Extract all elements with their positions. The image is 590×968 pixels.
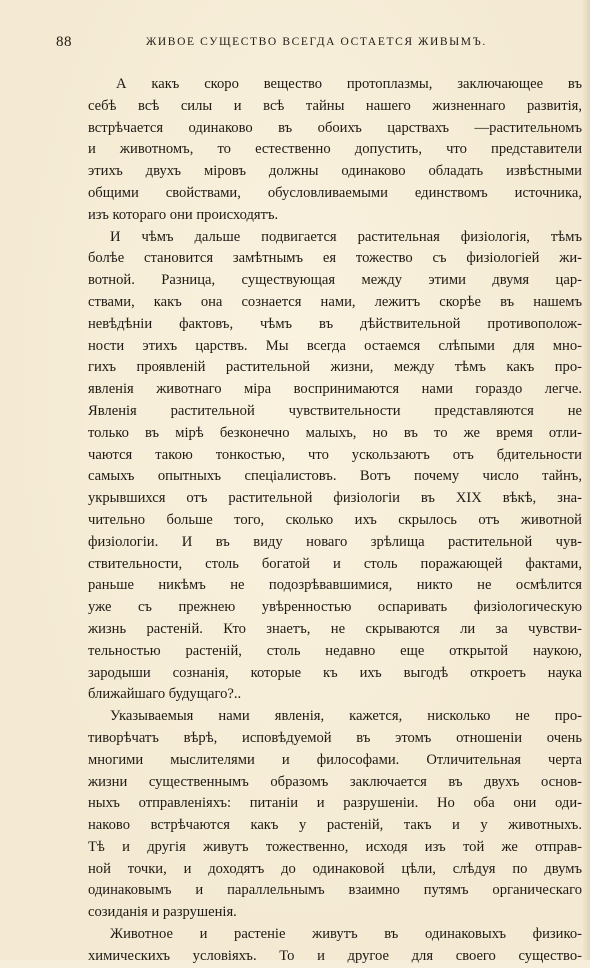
text-line: Явленія растительной чувствительности представляются не <box>88 402 582 419</box>
text-line: созиданія и разрушенія. <box>88 904 237 921</box>
text-line: ствами, какъ она сознается нами, лежитъ скорѣе въ нашемъ <box>88 293 582 310</box>
body-text <box>88 74 582 968</box>
text-line: ныхъ отправленіяхъ: питаніи и разрушеніи. Но оба они оди- <box>88 795 582 812</box>
text-line: многими мыслителями и философами. Отличительная черта <box>88 751 582 768</box>
text-line: вотной. Разница, существующая между этими двумя цар- <box>88 272 582 289</box>
text-line: тельностью растеній, столь недавно еще открытой наукою, <box>88 642 582 659</box>
text-line: укрывшихся отъ растительной физіологіи въ XIX вѣкѣ, зна- <box>88 490 582 507</box>
text-line: одинаковымъ и параллельнымъ взаимно путямъ органическаго <box>88 882 582 899</box>
text-line: ной точки, и доходятъ до одинаковой цѣли, слѣдуя по двумъ <box>88 860 582 877</box>
text-line: химическихъ условіяхъ. То и другое для своего существо- <box>88 947 582 964</box>
text-line: невѣдѣніи фактовъ, чѣмъ въ дѣйствительной противополож- <box>88 315 582 332</box>
text-line: жизни существеннымъ образомъ заключается въ двухъ основ- <box>88 773 582 790</box>
text-line: тиворѣчатъ вѣрѣ, исповѣдуемой въ этомъ отношеніи очень <box>88 729 582 746</box>
text-line: ности этихъ царствъ. Мы всегда остаемся слѣпыми для мно- <box>88 337 582 354</box>
text-line: встрѣчается одинаково въ обоихъ царствахъ —растительномъ <box>88 119 582 136</box>
text-line: явленія животнаго міра воспринимаются нами гораздо легче. <box>88 381 582 398</box>
text-line: и животномъ, то естественно допустить, что представители <box>88 141 582 158</box>
text-line: только въ мірѣ безконечно малыхъ, но въ то же время отли- <box>88 424 582 441</box>
text-line: жизнь растеній. Кто знаетъ, не скрываются ли за чувстви- <box>88 620 582 637</box>
text-line: этихъ двухъ міровъ должны одинаково обладать извѣстными <box>88 163 582 180</box>
text-line: общими свойствами, обусловливаемыми единствомъ источника, <box>88 184 582 201</box>
text-line: чительно больше того, сколько ихъ скрылось отъ животной <box>88 511 582 528</box>
running-head: ЖИВОЕ СУЩЕСТВО ВСЕГДА ОСТАЕТСЯ ЖИВЫМЪ. <box>146 36 487 48</box>
text-line: чаются такою тонкостью, что ускользаютъ отъ бдительности <box>88 446 582 463</box>
page-number: 88 <box>56 34 72 50</box>
text-line: зародыши сознанія, которые къ ихъ выгодѣ откроетъ наука <box>88 664 582 681</box>
text-line: самыхъ опытныхъ спеціалистовъ. Вотъ почему число тайнъ, <box>88 468 582 485</box>
text-line: физіологіи. И въ виду новаго зрѣлища растительной чув- <box>88 533 582 550</box>
text-line: И чѣмъ дальше подвигается растительная физіологія, тѣмъ <box>110 228 582 245</box>
text-line: ближайшаго будущаго?.. <box>88 686 242 703</box>
page-edge-shadow <box>582 0 590 960</box>
text-line: А какъ скоро вещество протоплазмы, заключающее въ <box>116 76 582 92</box>
text-line: гихъ проявленій растительной жизни, между тѣмъ какъ про- <box>88 359 582 376</box>
text-line: изъ котораго они происходятъ. <box>88 206 279 223</box>
text-line: наково встрѣчаются какъ у растеній, такъ и у животныхъ. <box>88 817 582 834</box>
text-line: Указываемыя нами явленія, кажется, нисколько не про- <box>110 708 582 725</box>
text-line: раньше никѣмъ не подозрѣвавшимися, никто не осмѣлится <box>88 577 582 594</box>
text-line: Животное и растеніе живутъ въ одинаковыхъ физико- <box>110 926 582 943</box>
text-line: уже съ прежнею увѣренностью оспаривать физіологическую <box>88 599 582 616</box>
text-line: себѣ всѣ силы и всѣ тайны нашего жизненнаго развитія, <box>88 97 582 114</box>
text-line: ствительности, столь богатой и столь поражающей фактами, <box>88 555 582 572</box>
text-line: Тѣ и другія живутъ тожественно, исходя изъ той же отправ- <box>88 838 582 855</box>
page-header <box>56 34 576 54</box>
text-line: болѣе становится замѣтнымъ ея тожество съ физіологіей жи- <box>88 250 582 267</box>
